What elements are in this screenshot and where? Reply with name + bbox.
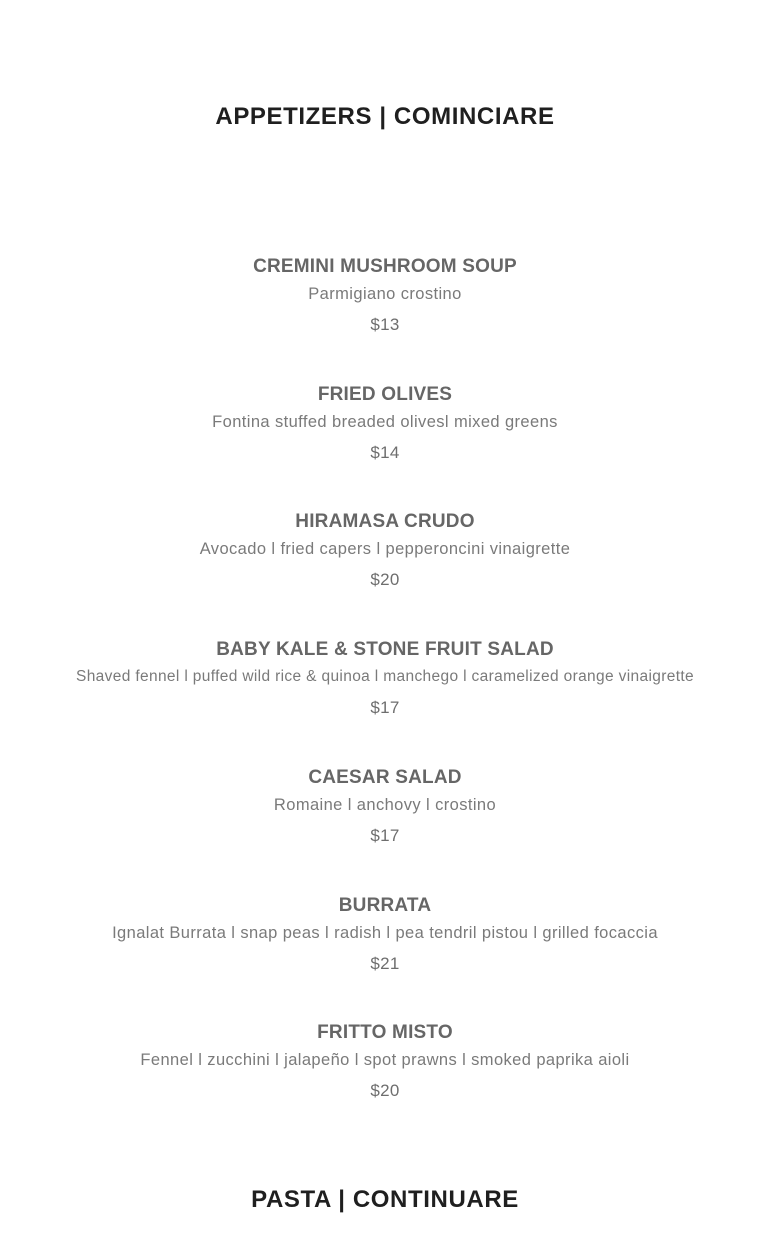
menu-item-name: CAESAR SALAD xyxy=(308,767,462,788)
pasta-section-title: PASTA | CONTINUARE xyxy=(251,1186,519,1213)
menu-item-fried-olives xyxy=(0,383,770,463)
menu-item-caesar-salad xyxy=(0,766,770,846)
menu-item-description: Ignalat Burrata l snap peas l radish l pea tendril pistou l grilled focaccia xyxy=(112,924,658,942)
menu-item-price: $20 xyxy=(370,1081,400,1100)
menu-item-fritto-misto xyxy=(0,1021,770,1101)
menu-item-description: Fontina stuffed breaded olivesl mixed greens xyxy=(212,413,558,431)
menu-item-name: CREMINI MUSHROOM SOUP xyxy=(253,256,517,277)
menu-item-burrata xyxy=(0,894,770,974)
menu-item-name: BABY KALE & STONE FRUIT SALAD xyxy=(216,639,554,660)
menu-item-baby-kale-stone-fruit-salad xyxy=(0,638,770,718)
menu-item-price: $17 xyxy=(370,826,400,845)
menu-item-price: $20 xyxy=(370,570,400,589)
menu-item-description: Avocado l fried capers l pepperoncini vinaigrette xyxy=(199,540,571,558)
menu-item-name: FRITTO MISTO xyxy=(317,1022,453,1043)
menu-item-hiramasa-crudo xyxy=(0,510,770,590)
menu-item-price: $21 xyxy=(370,954,400,973)
menu-item-description: Romaine l anchovy l crostino xyxy=(273,796,497,814)
menu-item-price: $13 xyxy=(370,315,400,334)
menu-item-cremini-mushroom-soup xyxy=(0,255,770,335)
menu-item-name: FRIED OLIVES xyxy=(317,384,453,405)
menu-item-description: Parmigiano crostino xyxy=(308,285,462,303)
menu-item-description: Shaved fennel l puffed wild rice & quinoa l manchego l caramelized orange vinaigrette xyxy=(76,668,694,685)
menu-item-price: $17 xyxy=(370,698,400,717)
menu-item-description: Fennel l zucchini l jalapeño l spot prawns l smoked paprika aioli xyxy=(140,1051,630,1069)
menu-item-price: $14 xyxy=(370,443,400,462)
menu-item-name: HIRAMASA CRUDO xyxy=(295,511,475,532)
appetizers-section-title: APPETIZERS | COMINCIARE xyxy=(215,103,555,130)
menu-item-name: BURRATA xyxy=(338,895,432,916)
